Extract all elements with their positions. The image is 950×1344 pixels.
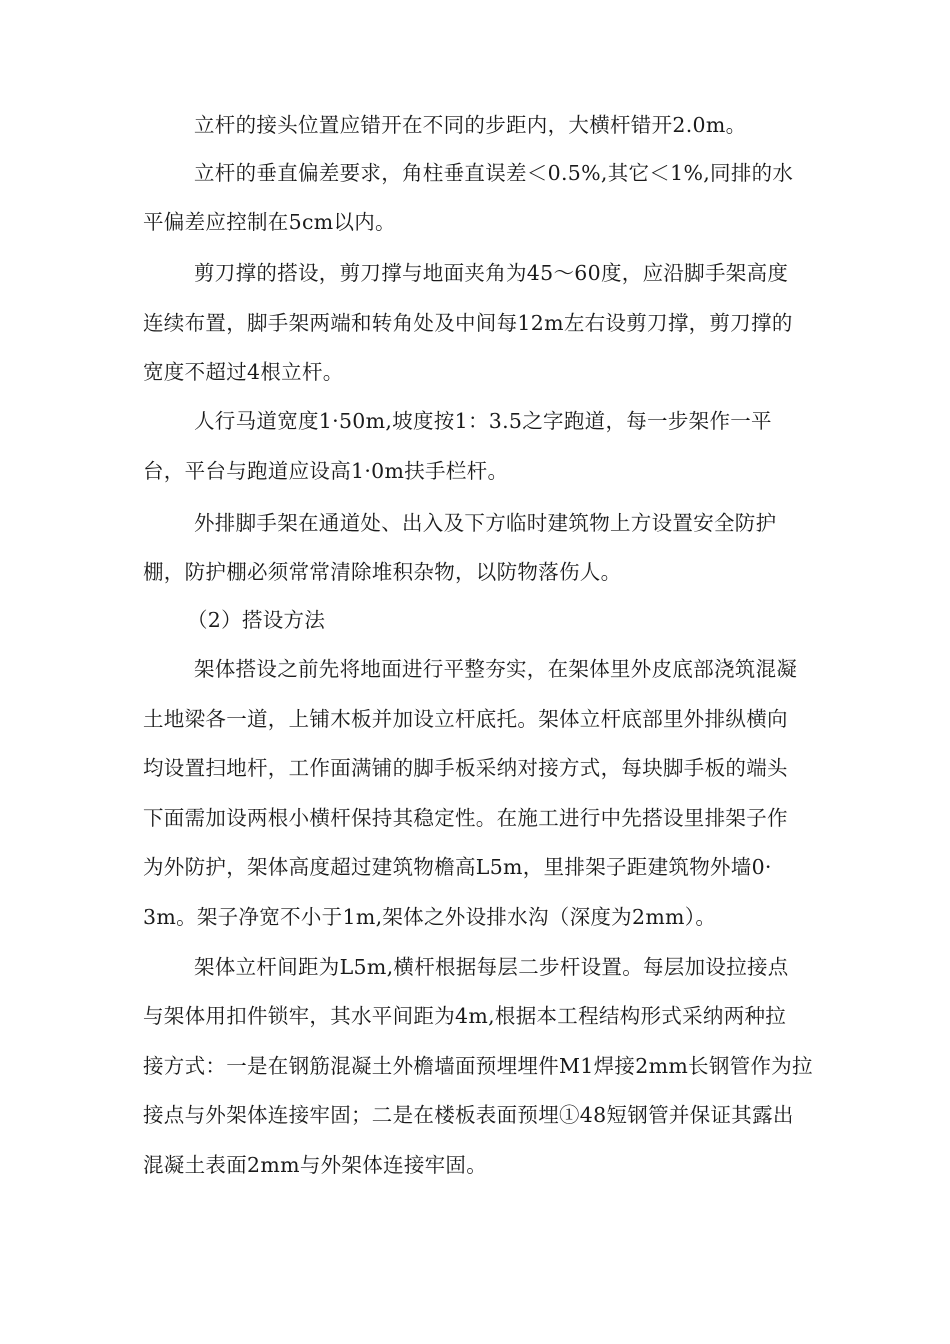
paragraph-line: 接方式：一是在钢筋混凝土外檐墙面预埋埋件M1焊接2mm长钢管作为拉 (143, 1054, 813, 1078)
paragraph-line: 下面需加设两根小横杆保持其稳定性。在施工进行中先搭设里排架子作 (143, 806, 788, 830)
paragraph-line: 接点与外架体连接牢固；二是在楼板表面预埋①48短钢管并保证其露出 (143, 1103, 794, 1127)
paragraph-line: 剪刀撑的搭设，剪刀撑与地面夹角为45～60度，应沿脚手架高度 (194, 261, 789, 285)
paragraph-line: 宽度不超过4根立杆。 (143, 360, 344, 384)
paragraph-line: 棚，防护棚必须常常清除堆积杂物，以防物落伤人。 (143, 560, 622, 584)
paragraph-line: 架体立杆间距为L5m,横杆根据每层二步杆设置。每层加设拉接点 (194, 955, 789, 979)
paragraph-line: 连续布置，脚手架两端和转角处及中间每12m左右设剪刀撑，剪刀撑的 (143, 311, 793, 335)
paragraph-line: 立杆的接头位置应错开在不同的步距内，大横杆错开2.0m。 (194, 113, 747, 137)
paragraph-line: 均设置扫地杆，工作面满铺的脚手板采纳对接方式，每块脚手板的端头 (143, 756, 788, 780)
paragraph-line: 土地梁各一道，上铺木板并加设立杆底托。架体立杆底部里外排纵横向 (143, 707, 788, 731)
paragraph-line: 为外防护，架体高度超过建筑物檐高L5m，里排架子距建筑物外墙0· (143, 855, 772, 879)
paragraph-line: 外排脚手架在通道处、出入及下方临时建筑物上方设置安全防护 (194, 511, 777, 535)
paragraph-line: 混凝土表面2mm与外架体连接牢固。 (143, 1153, 488, 1177)
paragraph-line: 人行马道宽度1·50m,坡度按1：3.5之字跑道，每一步架作一平 (194, 409, 772, 433)
paragraph-line: 平偏差应控制在5cm以内。 (143, 210, 396, 234)
paragraph-line: 台，平台与跑道应设高1·0m扶手栏杆。 (143, 459, 509, 483)
paragraph-line: 与架体用扣件锁牢，其水平间距为4m,根据本工程结构形式采纳两种拉 (143, 1004, 787, 1028)
paragraph-line: 立杆的垂直偏差要求，角柱垂直误差＜0.5%,其它＜1%,同排的水 (194, 161, 794, 185)
section-heading: （2）搭设方法 (187, 608, 326, 632)
paragraph-line: 3m。架子净宽不小于1m,架体之外设排水沟（深度为2mm）。 (143, 905, 717, 929)
paragraph-line: 架体搭设之前先将地面进行平整夯实，在架体里外皮底部浇筑混凝 (194, 657, 798, 681)
